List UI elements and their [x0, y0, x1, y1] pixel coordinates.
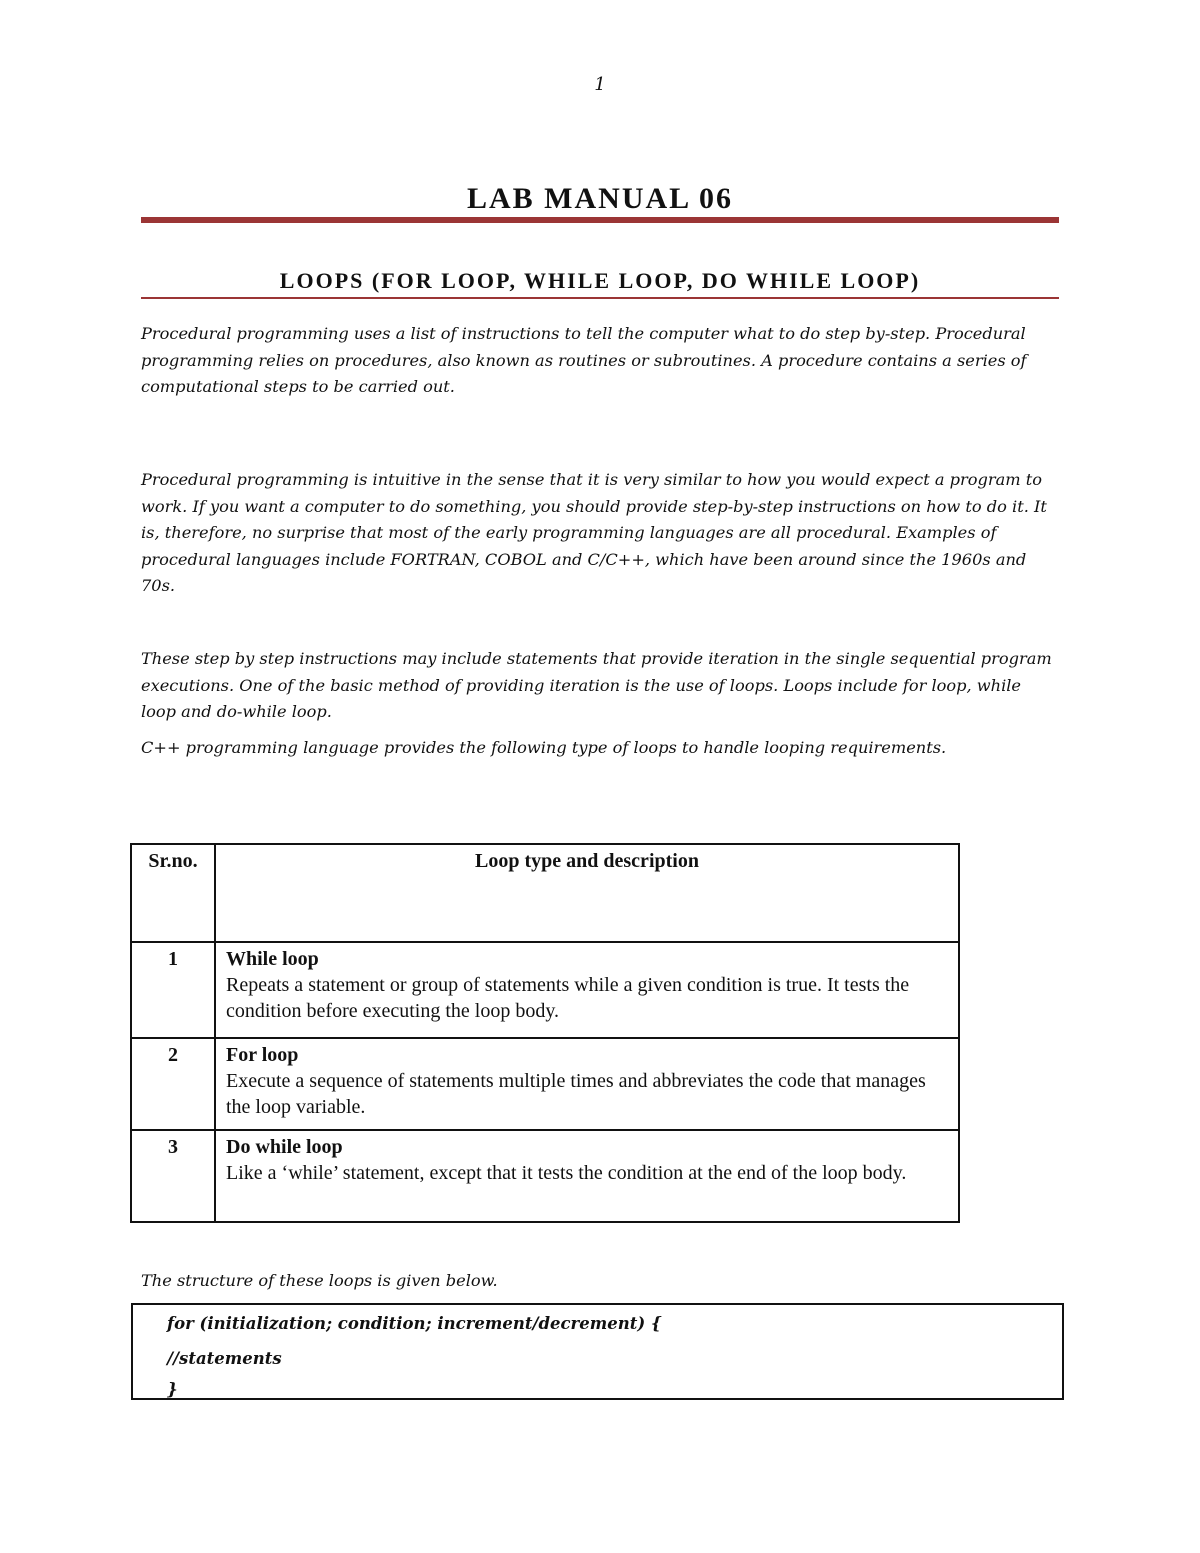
intro-paragraph-1: Procedural programming uses a list of instructions to tell the computer what to do step by-step. Procedural programming relies on procedures, also known as routines or subroutines. A procedure contains a series of computational steps to be carried out.: [141, 324, 1027, 396]
document-subtitle: LOOPS (FOR LOOP, WHILE LOOP, DO WHILE LOOP): [279, 268, 921, 293]
row-number: 3: [168, 1136, 178, 1158]
code-line: //statements: [167, 1349, 282, 1368]
table-row: [131, 1038, 959, 1130]
code-line: }: [167, 1380, 178, 1399]
loop-description: Repeats a statement or group of statements while a given condition is true. It tests the condition before executing the loop body.: [226, 974, 910, 1022]
row-number: 1: [168, 948, 178, 970]
document-title: LAB MANUAL 06: [466, 182, 733, 215]
code-block: [131, 1303, 1064, 1400]
intro-paragraph-2: Procedural programming is intuitive in the sense that it is very similar to how you would expect a program to work. If you want a computer to do something, you should provide step-by-step instructions on how to do it. It is, therefore, no surprise that most of the early programming languages are all procedural. Examples of procedural languages include FORTRAN, COBOL and C/C++, which have been around since the 1960s and 70s.: [141, 470, 1047, 595]
intro-paragraph-4: C++ programming language provides the following type of loops to handle looping requirements.: [141, 738, 947, 757]
loop-description: Like a ‘while’ statement, except that it tests the condition at the end of the loop body.: [226, 1162, 907, 1184]
page-number: 1: [594, 74, 606, 95]
row-number: 2: [168, 1044, 178, 1066]
loop-name: For loop: [226, 1044, 299, 1066]
title-divider: [141, 217, 1059, 223]
subtitle-divider: [141, 297, 1059, 299]
header-loop-type: Loop type and description: [215, 844, 959, 942]
loop-description: Execute a sequence of statements multiple times and abbreviates the code that manages the loop variable.: [226, 1070, 926, 1118]
table-row: [131, 1130, 959, 1222]
header-sr-no: Sr.no.: [131, 844, 215, 942]
loop-types-table: [130, 843, 960, 1223]
table-row: [131, 942, 959, 1038]
structure-intro: The structure of these loops is given below.: [141, 1271, 498, 1290]
loop-name: Do while loop: [226, 1136, 343, 1158]
intro-paragraph-3: These step by step instructions may include statements that provide iteration in the single sequential program executions. One of the basic method of providing iteration is the use of loops. Loops include for loop, while loop and do-while loop.: [141, 649, 1052, 721]
table-header-row: [131, 844, 959, 942]
code-line: for (initialization; condition; increment/decrement) {: [167, 1314, 662, 1333]
loop-name: While loop: [226, 948, 319, 970]
